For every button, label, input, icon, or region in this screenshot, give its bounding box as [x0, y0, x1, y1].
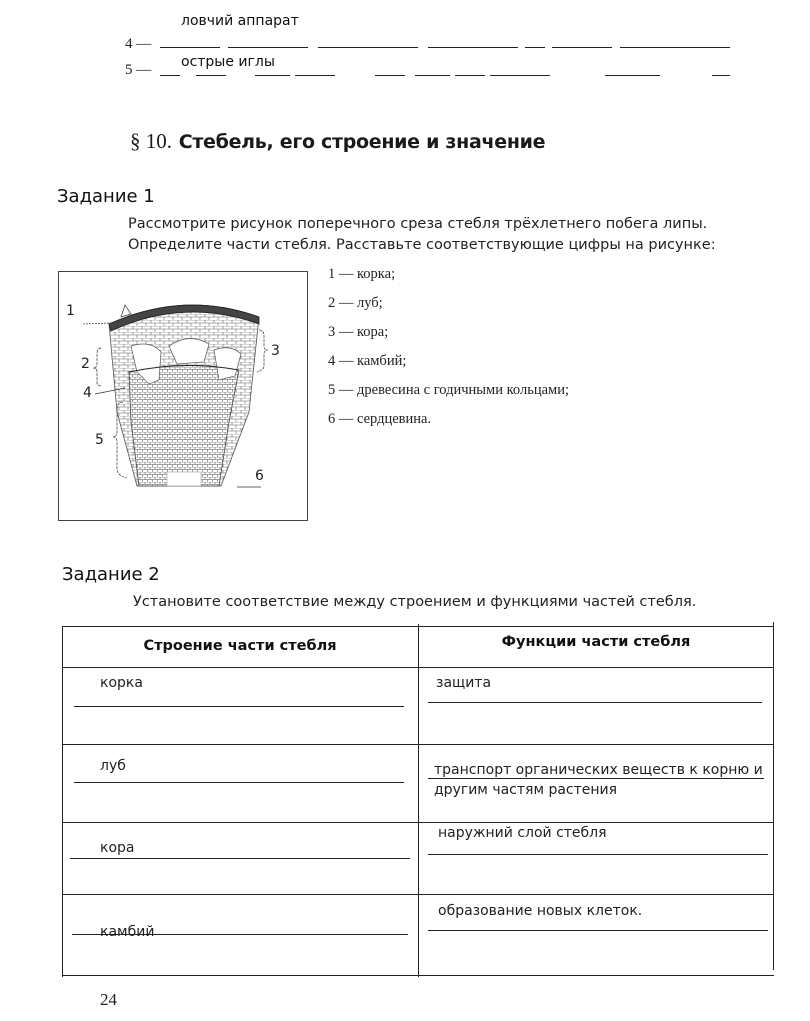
- legend-item-2: 2 — луб;: [328, 295, 383, 311]
- answer-line: [375, 75, 405, 76]
- figure-label-2: 2: [81, 356, 90, 372]
- stem-cross-section-drawing: [59, 272, 307, 520]
- legend-item-4: 4 — камбий;: [328, 353, 407, 369]
- answer-5-number: 5 —: [125, 62, 152, 78]
- legend-item-1: 1 — корка;: [328, 266, 396, 282]
- answer-line: [552, 47, 612, 48]
- cell-structure-4: камбий: [100, 924, 155, 940]
- section-title: [130, 129, 545, 154]
- answer-line: [428, 854, 768, 855]
- answer-line: [196, 75, 226, 76]
- answer-line: [74, 706, 404, 707]
- answer-line: [74, 782, 404, 783]
- answer-4-number-value: 4: [125, 36, 133, 52]
- answer-line: [295, 75, 335, 76]
- task1-instruction-line1: Рассмотрите рисунок поперечного среза стебля трёхлетнего побега липы.: [128, 216, 708, 232]
- structure-function-table: [62, 622, 774, 977]
- answer-line: [415, 75, 450, 76]
- figure-label-6: 6: [255, 468, 264, 484]
- answer-line: [428, 47, 518, 48]
- table-column-divider: [418, 624, 419, 977]
- stem-cross-section-figure: [58, 271, 308, 521]
- task1-instruction-line2: Определите части стебля. Расставьте соответствующие цифры на рисунке:: [128, 237, 716, 253]
- legend-item-5: 5 — древесина с годичными кольцами;: [328, 382, 569, 398]
- answer-line: [455, 75, 485, 76]
- answer-line: [160, 75, 180, 76]
- task2-title: Задание 2: [62, 564, 160, 585]
- answer-line: [620, 47, 730, 48]
- answer-line: [318, 47, 418, 48]
- cell-structure-3: кора: [100, 840, 135, 856]
- cell-structure-1: корка: [100, 675, 143, 691]
- table-border-right: [773, 622, 774, 970]
- legend-item-6: 6 — сердцевина.: [328, 411, 432, 427]
- cell-function-2-line2: другим частям растения: [434, 782, 618, 798]
- figure-label-4: 4: [83, 385, 92, 401]
- cell-function-4: образование новых клеток.: [438, 903, 643, 919]
- figure-label-3: 3: [271, 343, 280, 359]
- cell-function-3: наружний слой стебля: [438, 825, 607, 841]
- answer-5-number-value: 5: [125, 62, 133, 78]
- task1-title: Задание 1: [57, 186, 155, 207]
- answer-line: [160, 47, 220, 48]
- figure-label-5: 5: [95, 432, 104, 448]
- legend-item-3: 3 — кора;: [328, 324, 389, 340]
- task2-instruction: Установите соответствие между строением и функциями частей стебля.: [133, 594, 697, 610]
- table-row-divider: [62, 822, 774, 823]
- answer-line: [428, 702, 762, 703]
- answer-5-text: острые иглы: [181, 54, 275, 70]
- cell-structure-2: луб: [100, 758, 126, 774]
- answer-4-text: ловчий аппарат: [181, 13, 299, 29]
- table-header-structure: Строение части стебля: [143, 638, 337, 654]
- table-row-divider: [62, 894, 774, 895]
- answer-line: [525, 47, 545, 48]
- cell-function-1: защита: [436, 675, 492, 691]
- answer-line: [490, 75, 550, 76]
- answer-line: [70, 858, 410, 859]
- answer-line: [255, 75, 290, 76]
- figure-label-1: 1: [66, 303, 75, 319]
- answer-line: [428, 930, 768, 931]
- table-header-function: Функции части стебля: [501, 634, 691, 650]
- answer-line: [72, 934, 408, 935]
- section-number: § 10.: [130, 129, 172, 153]
- cell-function-2-line1: транспорт органических веществ к корню и: [434, 762, 763, 778]
- table-header-divider: [62, 667, 774, 668]
- table-row-divider: [62, 744, 774, 745]
- answer-line: [605, 75, 660, 76]
- answer-4-number: 4 —: [125, 36, 152, 52]
- answer-line: [228, 47, 308, 48]
- table-border-left: [62, 626, 63, 977]
- page-number: 24: [100, 990, 117, 1009]
- answer-line: [712, 75, 730, 76]
- section-title-text: Стебель, его строение и значение: [178, 131, 546, 153]
- answer-line: [428, 778, 764, 779]
